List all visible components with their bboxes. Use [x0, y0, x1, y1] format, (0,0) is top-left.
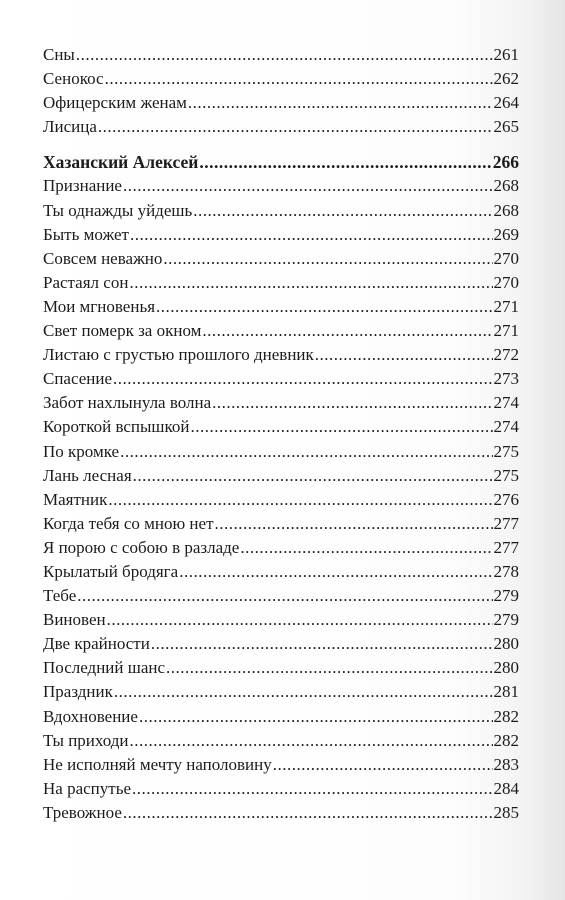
dot-leader: [156, 295, 492, 319]
toc-entry-title: Вдохновение: [43, 706, 138, 726]
toc-entry: [43, 199, 519, 223]
dot-leader: [76, 43, 493, 67]
dot-leader: [114, 680, 493, 704]
toc-entry-page: 264: [493, 93, 519, 113]
dot-leader: [199, 150, 491, 174]
dot-leader: [123, 801, 493, 825]
toc-entry: [43, 440, 519, 464]
dot-leader: [139, 705, 493, 729]
toc-entry: [43, 91, 519, 115]
toc-entry-page: 274: [493, 393, 519, 413]
toc-entry-page: 270: [493, 272, 519, 292]
dot-leader: [98, 115, 493, 139]
dot-leader: [129, 271, 492, 295]
toc-entry-title: Две крайности: [43, 634, 150, 654]
toc-entry-page: 273: [493, 369, 519, 389]
toc-entry-title: Быть может: [43, 224, 129, 244]
dot-leader: [130, 729, 493, 753]
toc-entry-page: 274: [493, 417, 519, 437]
toc-entry-page: 269: [493, 224, 519, 244]
toc-entry-page: 277: [493, 537, 519, 557]
toc-entry-page: 280: [493, 658, 519, 678]
toc-entry-title: Свет померк за окном: [43, 321, 202, 341]
toc-entry: [43, 319, 519, 343]
dot-leader: [105, 67, 493, 91]
toc-entry: [43, 174, 519, 198]
toc-entry: [43, 656, 519, 680]
toc-entry: [43, 67, 519, 91]
toc-entry: [43, 391, 519, 415]
toc-entry-title: Тревожное: [43, 802, 122, 822]
toc-entry: [43, 512, 519, 536]
dot-leader: [166, 656, 492, 680]
dot-leader: [202, 319, 492, 343]
toc-entry-title: Ты приходи: [43, 730, 129, 750]
toc-entry-title: Ты однажды уйдешь: [43, 200, 193, 220]
toc-entry-page: 282: [493, 730, 519, 750]
toc-entry: [43, 223, 519, 247]
toc-entry: [43, 43, 519, 67]
toc-entry-page: 268: [493, 200, 519, 220]
toc-entry-page: 271: [493, 321, 519, 341]
toc-entry: [43, 753, 519, 777]
toc-entry-page: 276: [493, 489, 519, 509]
toc-entry-page: 280: [493, 634, 519, 654]
toc-entry-page: 271: [493, 296, 519, 316]
toc-entry-page: 285: [493, 802, 519, 822]
toc-entry: [43, 777, 519, 801]
dot-leader: [77, 584, 492, 608]
toc-entry: [43, 536, 519, 560]
toc-entry-title: Совсем неважно: [43, 248, 163, 268]
dot-leader: [215, 512, 493, 536]
dot-leader: [133, 464, 493, 488]
toc-entry-page: 275: [493, 441, 519, 461]
dot-leader: [191, 415, 493, 439]
toc-entry-title: Признание: [43, 176, 122, 196]
dot-leader: [240, 536, 492, 560]
toc-entry-page: 277: [493, 513, 519, 533]
toc-entry-page: 270: [493, 248, 519, 268]
toc-entry-title: Короткой вспышкой: [43, 417, 190, 437]
toc-entry-title: Забот нахлынула волна: [43, 393, 212, 413]
toc-entry-title: На распутье: [43, 778, 131, 798]
toc-entry-title: Я порою с собою в разладе: [43, 537, 240, 557]
toc-entry: [43, 560, 519, 584]
dot-leader: [163, 247, 492, 271]
toc-entry-title: Когда тебя со мною нет: [43, 513, 214, 533]
dot-leader: [132, 777, 493, 801]
dot-leader: [273, 753, 493, 777]
section-gap: [43, 139, 519, 150]
dot-leader: [193, 199, 492, 223]
dot-leader: [212, 391, 492, 415]
toc-entry: [43, 632, 519, 656]
toc-entry-title: Последний шанс: [43, 658, 166, 678]
dot-leader: [107, 608, 493, 632]
toc-entry-title: Маятник: [43, 489, 108, 509]
toc-entry-title: Тебе: [43, 586, 77, 606]
toc-entry-page: 272: [493, 345, 519, 365]
dot-leader: [188, 91, 493, 115]
toc-entry-page: 261: [493, 45, 519, 64]
toc-entry-page: 278: [493, 561, 519, 581]
toc-entry: [43, 680, 519, 704]
toc-author-entry: [43, 150, 519, 174]
toc-entry: [43, 801, 519, 825]
toc-entry-title: Крылатый бродяга: [43, 561, 179, 581]
toc-entry-page: 262: [493, 69, 519, 89]
dot-leader: [113, 367, 492, 391]
toc-entry: [43, 415, 519, 439]
toc-entry: [43, 705, 519, 729]
toc-entry-page: 275: [493, 465, 519, 485]
toc-entry: [43, 488, 519, 512]
dot-leader: [108, 488, 492, 512]
toc-entry-title: Растаял сон: [43, 272, 129, 292]
toc-entry-title: Праздник: [43, 682, 113, 702]
toc-entry-title: Не исполняй мечту наполовину: [43, 754, 272, 774]
toc-entry: [43, 343, 519, 367]
toc-entry: [43, 584, 519, 608]
toc-entry: [43, 271, 519, 295]
toc-entry-title: Сенокос: [43, 69, 104, 89]
toc-entry-title: По кромке: [43, 441, 120, 461]
toc-entry: [43, 367, 519, 391]
dot-leader: [179, 560, 492, 584]
toc-entry-title: Лань лесная: [43, 465, 132, 485]
author-name: Хазанский Алексей: [43, 152, 199, 173]
dot-leader: [120, 440, 492, 464]
toc-entry-title: Сны: [43, 45, 75, 64]
toc-entry-page: 282: [493, 706, 519, 726]
toc-entry-page: 279: [493, 586, 519, 606]
toc-entry: [43, 295, 519, 319]
author-page: 266: [492, 152, 519, 173]
dot-leader: [151, 632, 493, 656]
toc-entry-title: Офицерским женам: [43, 93, 187, 113]
toc-entry: [43, 115, 519, 139]
toc-entry: [43, 608, 519, 632]
toc-entry-page: 279: [493, 610, 519, 630]
toc-entry-title: Мои мгновенья: [43, 296, 156, 316]
table-of-contents: [43, 43, 519, 825]
toc-entry-title: Спасение: [43, 369, 113, 389]
dot-leader: [123, 174, 493, 198]
toc-entry-page: 281: [493, 682, 519, 702]
toc-entry: [43, 729, 519, 753]
toc-entry: [43, 464, 519, 488]
toc-entry-title: Листаю с грустью прошлого дневник: [43, 345, 314, 365]
toc-entry: [43, 247, 519, 271]
dot-leader: [315, 343, 493, 367]
toc-entry-page: 268: [493, 176, 519, 196]
toc-entry-title: Лисица: [43, 117, 97, 137]
toc-entry-page: 284: [493, 778, 519, 798]
dot-leader: [130, 223, 493, 247]
toc-entry-page: 283: [493, 754, 519, 774]
toc-entry-page: 265: [493, 117, 519, 137]
toc-entry-title: Виновен: [43, 610, 106, 630]
